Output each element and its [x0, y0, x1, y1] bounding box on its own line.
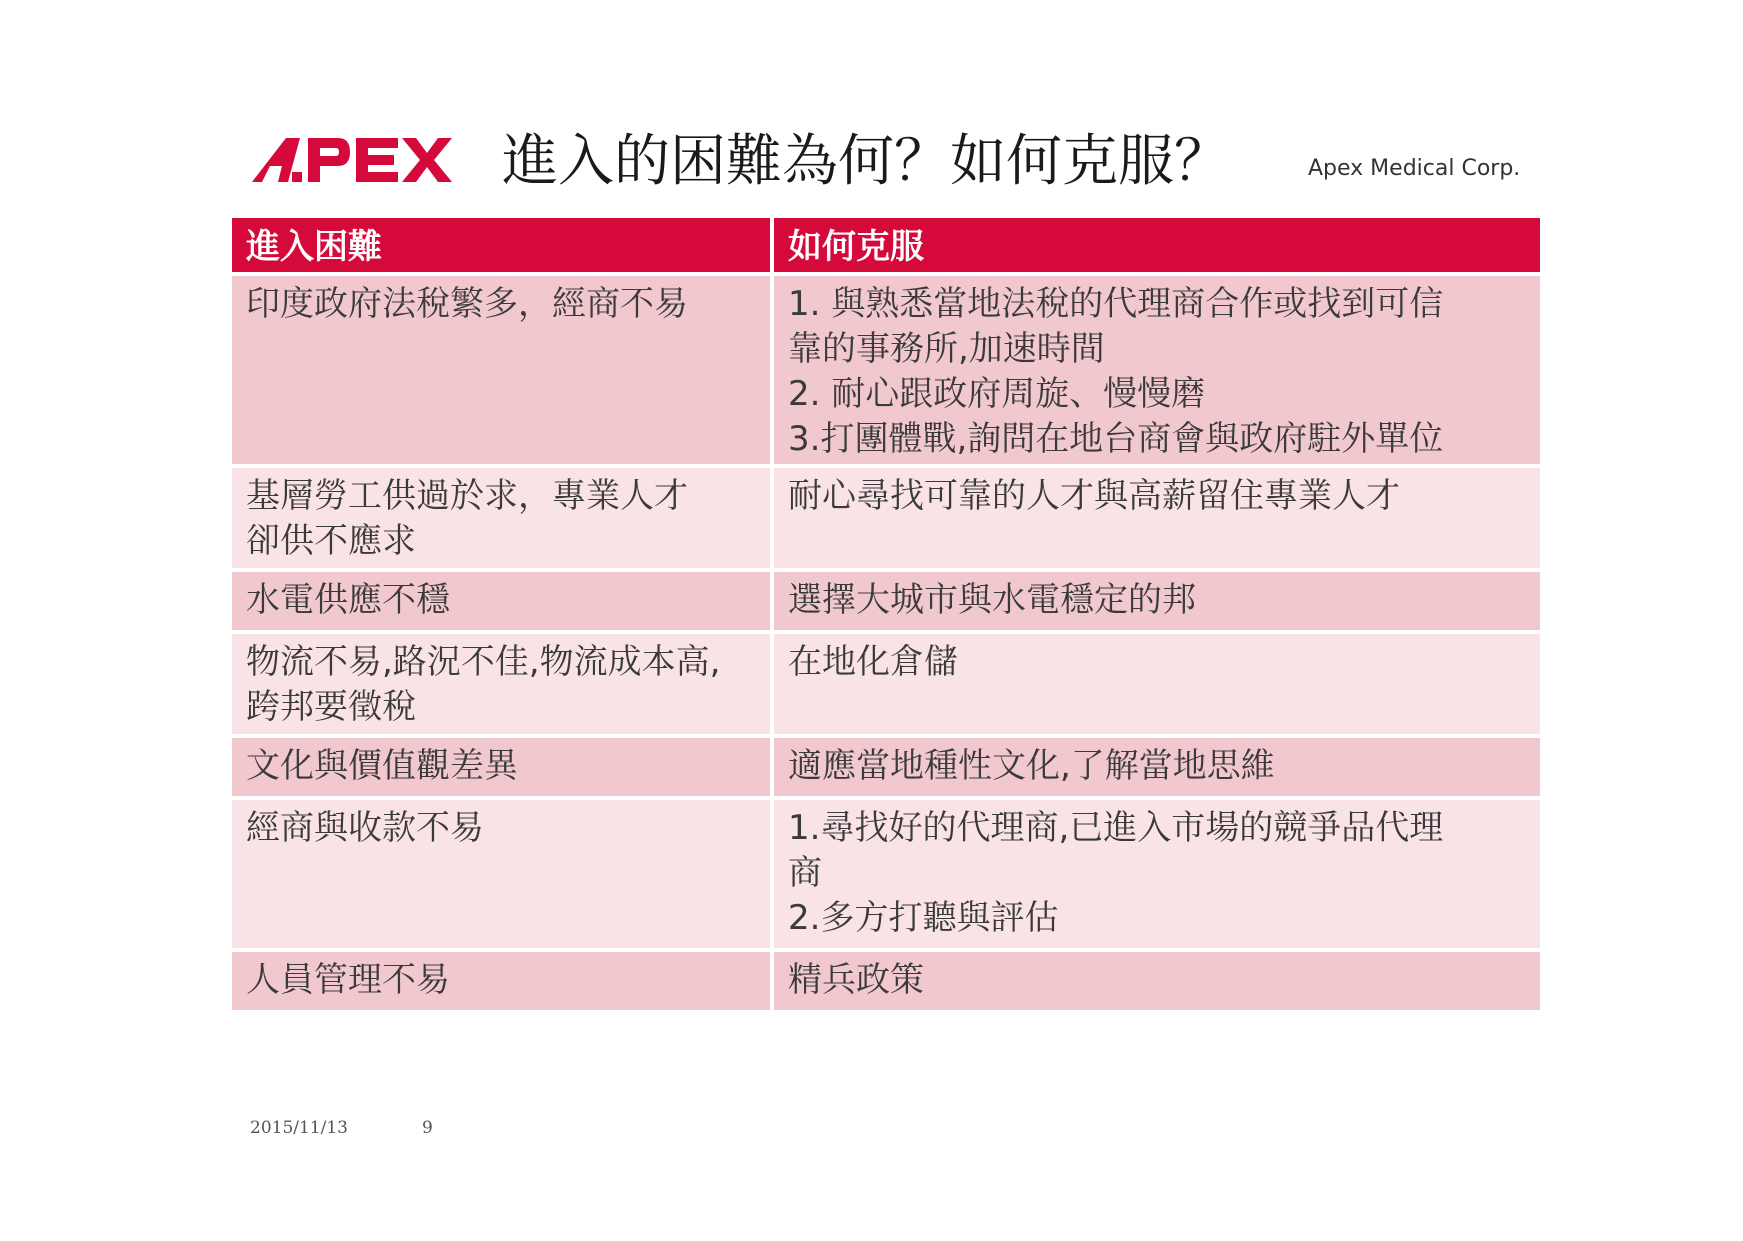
page-number: 9: [422, 1118, 433, 1138]
difficulty-cell: 基層勞工供過於求，專業人才 卻供不應求: [232, 468, 770, 568]
table-row: [232, 800, 1540, 948]
table-row: [232, 276, 1540, 464]
solution-cell: 選擇大城市與水電穩定的邦: [774, 572, 1540, 630]
table-row: [232, 634, 1540, 734]
solution-cell: 精兵政策: [774, 952, 1540, 1010]
solution-cell: 1.尋找好的代理商,已進入市場的競爭品代理 商 2.多方打聽與評估: [774, 800, 1540, 948]
header-difficulty: 進入困難: [232, 218, 770, 272]
table-row: [232, 952, 1540, 1010]
company-name: Apex Medical Corp.: [1308, 156, 1521, 181]
difficulty-cell: 印度政府法稅繁多，經商不易: [232, 276, 770, 464]
difficulty-cell: 文化與價值觀差異: [232, 738, 770, 796]
header-solution: 如何克服: [774, 218, 1540, 272]
solution-cell: 適應當地種性文化,了解當地思維: [774, 738, 1540, 796]
table-row: [232, 572, 1540, 630]
table-row: [232, 468, 1540, 568]
difficulty-cell: 人員管理不易: [232, 952, 770, 1010]
difficulty-cell: 經商與收款不易: [232, 800, 770, 948]
solution-cell: 1. 與熟悉當地法稅的代理商合作或找到可信 靠的事務所,加速時間 2. 耐心跟政府周旋、慢慢磨 3.打團體戰,詢問在地台商會與政府駐外單位: [774, 276, 1540, 464]
solution-cell: 在地化倉儲: [774, 634, 1540, 734]
difficulty-cell: 水電供應不穩: [232, 572, 770, 630]
table-row: [232, 738, 1540, 796]
slide-title: 進入的困難為何？如何克服？: [502, 129, 1230, 194]
table-header-row: [232, 218, 1540, 272]
difficulty-table: [232, 218, 1540, 1014]
difficulty-cell: 物流不易,路況不佳,物流成本高, 跨邦要徵稅: [232, 634, 770, 734]
solution-cell: 耐心尋找可靠的人才與高薪留住專業人才: [774, 468, 1540, 568]
apex-logo: [252, 136, 452, 184]
footer-date: 2015/11/13: [250, 1118, 348, 1138]
